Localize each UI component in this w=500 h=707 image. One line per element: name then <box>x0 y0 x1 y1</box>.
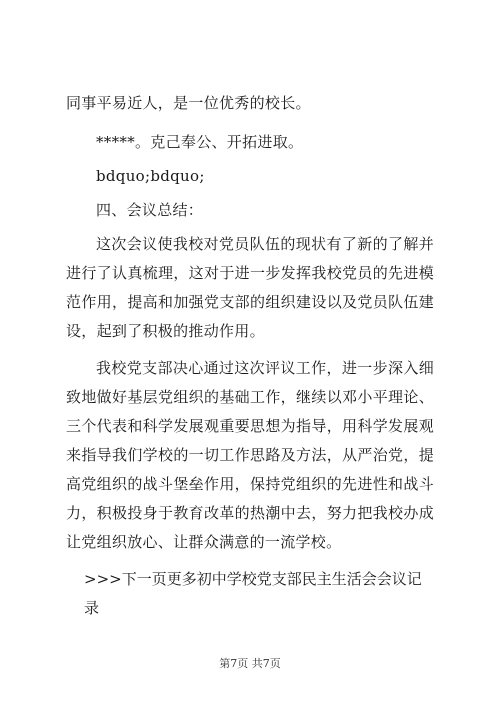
text-line: 同事平易近人，是一位优秀的校长。 <box>66 94 311 112</box>
paragraph: 我校党支部决心通过这次评议工作，进一步深入细致地做好基层党组织的基础工作，继续以邓小平理论、三个代表和科学发展观重要思想为指导，用科学发展观来指导我们学校的一切工作思路及方法，从严治党，提高党组织的战斗堡垒作用，保持党组织的先进性和战斗力，积极投身于教育改革的热潮中去，努力把我校办成让党组织放心、让群众满意的一流学校。 <box>66 359 434 551</box>
next-page-link[interactable]: >>>下一页更多初中学校党支部民主生活会会议记录 <box>84 570 422 617</box>
document-body <box>66 89 434 638</box>
paragraph: 这次会议使我校对党员队伍的现状有了新的了解并进行了认真梳理，这对于进一步发挥我校党员的先进模范作用，提高和加强党支部的组织建设以及党员队伍建设，起到了积极的推动作用。 <box>66 235 434 340</box>
section-heading: 四、会议总结： <box>96 201 204 219</box>
text-line: *****。克己奉公、开拓进取。 <box>96 133 304 151</box>
text-line: bdquo;bdquo; <box>96 167 205 185</box>
page-number: 第7页 共7页 <box>219 657 281 670</box>
